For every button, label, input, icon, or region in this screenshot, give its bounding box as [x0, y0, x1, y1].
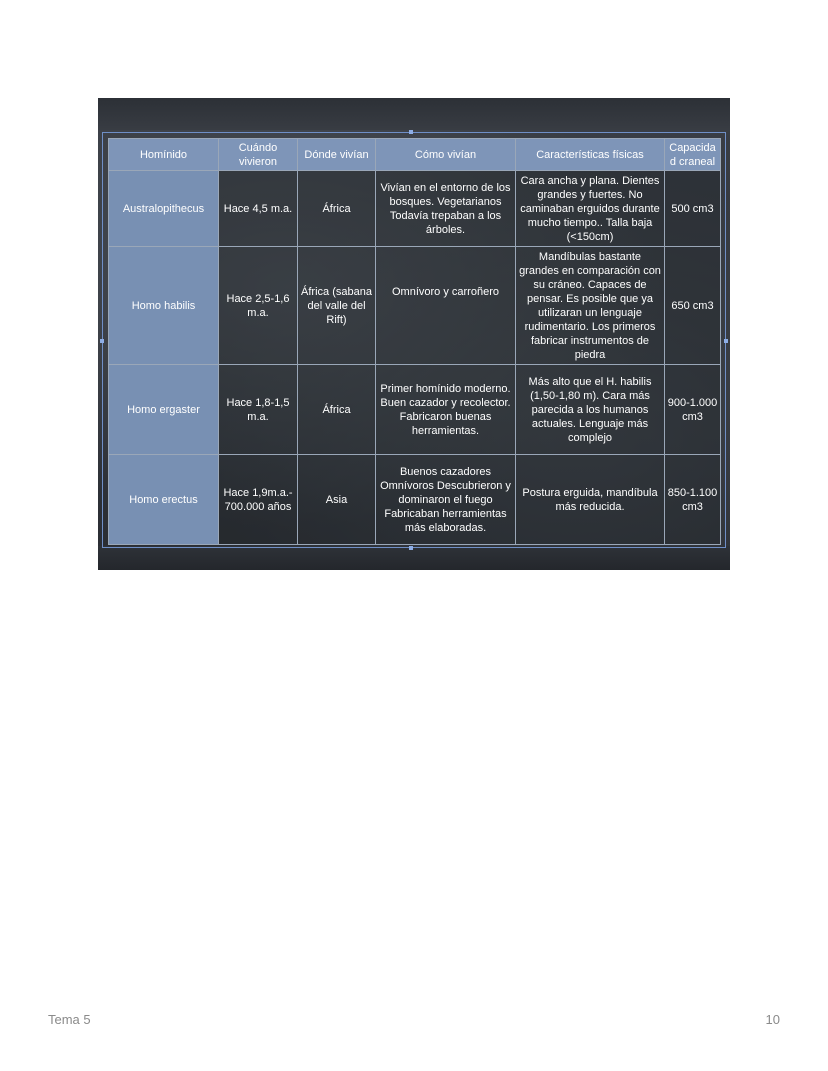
footer-title: Tema 5	[48, 1012, 91, 1027]
cell-where: África	[298, 365, 376, 455]
resize-handle-left[interactable]	[100, 339, 104, 343]
cell-how: Primer homínido moderno. Buen cazador y recolector. Fabricaron buenas herramientas.	[376, 365, 516, 455]
cell-where: Asia	[298, 455, 376, 545]
header-como-vivian: Cómo vivían	[376, 139, 516, 171]
table-row	[109, 171, 721, 247]
slide-bottom-band	[98, 546, 730, 570]
cell-how: Vivían en el entorno de los bosques. Vegetarianos Todavía trepaban a los árboles.	[376, 171, 516, 247]
resize-handle-top[interactable]	[409, 130, 413, 134]
cell-physical: Cara ancha y plana. Dientes grandes y fuertes. No caminaban erguidos durante mucho tiempo.. Talla baja (<150cm)	[516, 171, 665, 247]
table-header-row	[109, 139, 721, 171]
table-row	[109, 455, 721, 545]
header-capacidad-craneal: Capacidad craneal	[665, 139, 721, 171]
resize-handle-bottom[interactable]	[409, 546, 413, 550]
resize-handle-right[interactable]	[724, 339, 728, 343]
cell-when: Hace 1,9m.a.-700.000 años	[219, 455, 298, 545]
cell-cranial: 500 cm3	[665, 171, 721, 247]
cell-when: Hace 4,5 m.a.	[219, 171, 298, 247]
slide-image	[98, 98, 730, 570]
header-cuando-vivieron: Cuándo vivieron	[219, 139, 298, 171]
cell-when: Hace 2,5-1,6 m.a.	[219, 247, 298, 365]
cell-name: Australopithecus	[109, 171, 219, 247]
table-row	[109, 365, 721, 455]
cell-physical: Mandíbulas bastante grandes en comparación con su cráneo. Capaces de pensar. Es posible que ya utilizaran un lenguaje rudimentario. Los primeros fabricar instrumentos de piedra	[516, 247, 665, 365]
cell-how: Omnívoro y carroñero	[376, 247, 516, 365]
cell-physical: Más alto que el H. habilis (1,50-1,80 m). Cara más parecida a los humanos actuales. Lenguaje más complejo	[516, 365, 665, 455]
header-caracteristicas-fisicas: Características físicas	[516, 139, 665, 171]
cell-how: Buenos cazadores Omnívoros Descubrieron y dominaron el fuego Fabricaban herramientas más elaboradas.	[376, 455, 516, 545]
cell-name: Homo habilis	[109, 247, 219, 365]
cell-physical: Postura erguida, mandíbula más reducida.	[516, 455, 665, 545]
header-hominido: Homínido	[109, 139, 219, 171]
cell-name: Homo ergaster	[109, 365, 219, 455]
cell-cranial: 850-1.100 cm3	[665, 455, 721, 545]
slide-top-band	[98, 98, 730, 130]
cell-where: África	[298, 171, 376, 247]
cell-cranial: 900-1.000 cm3	[665, 365, 721, 455]
header-donde-vivian: Dónde vivían	[298, 139, 376, 171]
cell-where: África (sabana del valle del Rift)	[298, 247, 376, 365]
page-number: 10	[765, 1012, 780, 1027]
table-row	[109, 247, 721, 365]
cell-cranial: 650 cm3	[665, 247, 721, 365]
cell-name: Homo erectus	[109, 455, 219, 545]
cell-when: Hace 1,8-1,5 m.a.	[219, 365, 298, 455]
hominids-table	[108, 138, 721, 545]
